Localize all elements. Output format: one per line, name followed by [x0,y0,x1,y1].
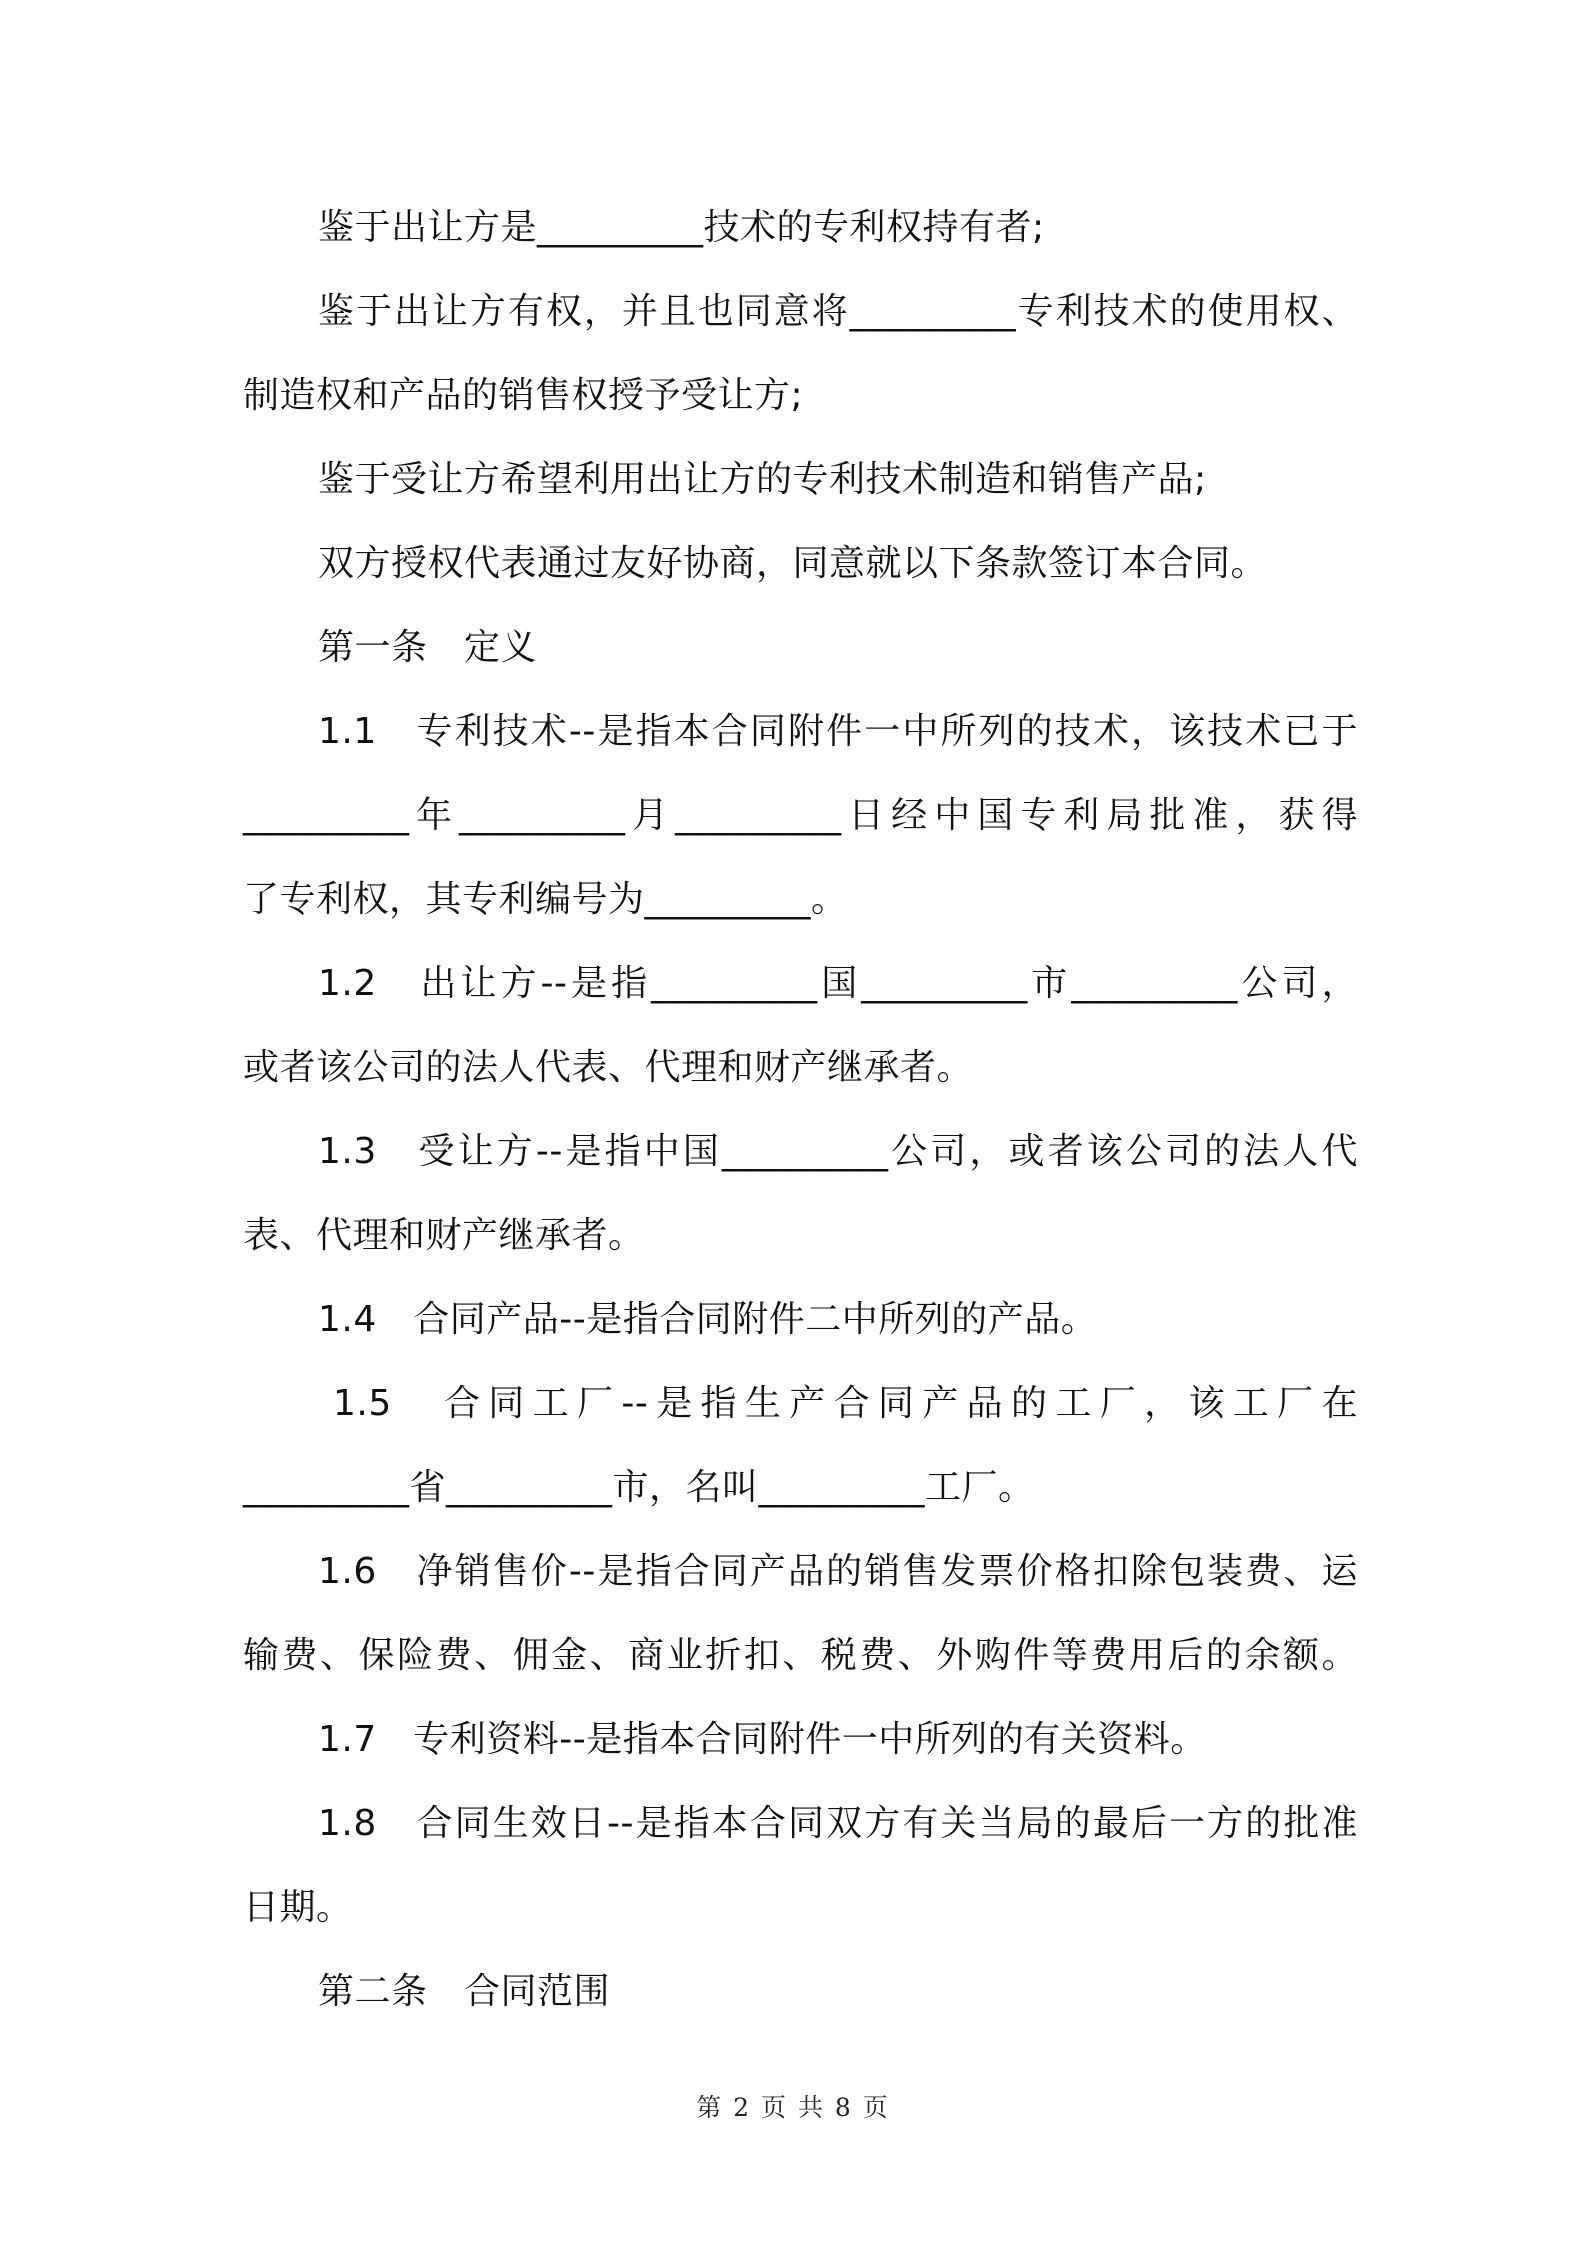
section-heading: 第一条 定义 [318,627,538,668]
paragraph-line: 表、代理和财产继承者。 [243,1215,645,1256]
paragraph-line: 1.2 出让方--是指_________国_________市_________公司， [318,963,1358,1004]
paragraph-line: 1.8 合同生效日--是指本合同双方有关当局的最后一方的批准 [318,1803,1358,1844]
page-number: 第 2 页 共 8 页 [696,2093,890,2122]
paragraph-line: _________省_________市，名叫_________工厂。 [243,1467,1035,1508]
paragraph-line: 双方授权代表通过友好协商，同意就以下条款签订本合同。 [318,543,1268,584]
section-heading: 第二条 合同范围 [318,1971,611,2012]
paragraph-line: 1.1 专利技术--是指本合同附件一中所列的技术，该技术已于 [318,711,1358,752]
paragraph-line: _________年_________月_________日经中国专利局批准，获得 [243,795,1358,836]
paragraph-line: 鉴于出让方有权，并且也同意将_________专利技术的使用权、 [318,291,1358,332]
paragraph-line: 或者该公司的法人代表、代理和财产继承者。 [243,1047,974,1088]
paragraph-line: 1.4 合同产品--是指合同附件二中所列的产品。 [318,1299,1098,1340]
paragraph-line: 1.5 合同工厂--是指生产合同产品的工厂，该工厂在 [333,1383,1358,1424]
paragraph-line: 日期。 [243,1887,353,1928]
paragraph-line: 1.6 净销售价--是指合同产品的销售发票价格扣除包装费、运 [318,1551,1358,1592]
paragraph-line: 了专利权，其专利编号为_________。 [243,879,848,920]
paragraph-line: 输费、保险费、佣金、商业折扣、税费、外购件等费用后的余额。 [243,1635,1358,1676]
paragraph-line: 鉴于受让方希望利用出让方的专利技术制造和销售产品; [318,459,1207,500]
paragraph-line: 1.7 专利资料--是指本合同附件一中所列的有关资料。 [318,1719,1207,1760]
paragraph-line: 制造权和产品的销售权授予受让方; [243,375,804,416]
paragraph-line: 1.3 受让方--是指中国_________公司，或者该公司的法人代 [318,1131,1358,1172]
paragraph-line: 鉴于出让方是_________技术的专利权持有者; [318,207,1045,248]
